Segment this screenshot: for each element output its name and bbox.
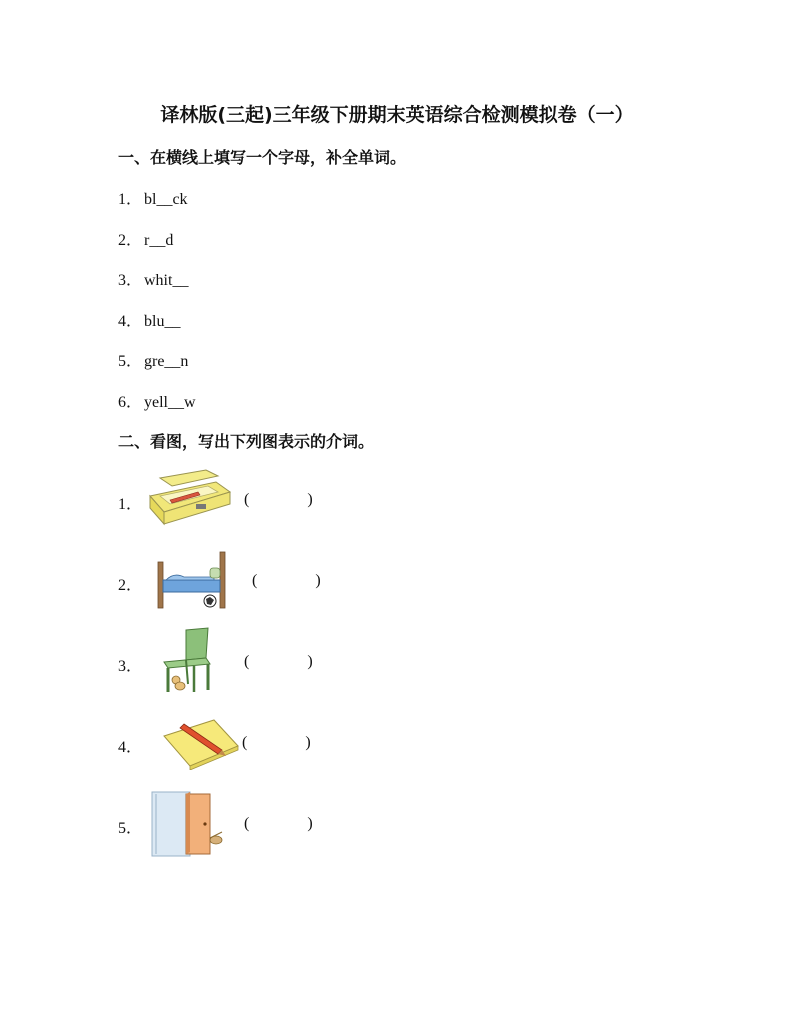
cat-behind-door-icon [150, 788, 230, 858]
page-title: 译林版(三起)三年级下册期末英语综合检测模拟卷（一） [160, 104, 634, 126]
item-number: 3． [118, 272, 143, 289]
item-number: 2． [118, 232, 143, 249]
item-word: blu__ [144, 313, 181, 330]
paren-open: ( [244, 653, 250, 670]
answer-blank[interactable] [244, 653, 313, 671]
paren-close: ) [307, 815, 313, 832]
picture-item [118, 788, 418, 858]
list-item [118, 308, 180, 331]
answer-blank[interactable] [244, 491, 313, 509]
item-number: 3． [118, 658, 143, 675]
answer-blank[interactable] [244, 815, 313, 833]
item-word: bl__ck [144, 191, 188, 208]
item-number: 1． [118, 496, 143, 513]
item-number: 6． [118, 394, 143, 411]
item-word: yell__w [144, 394, 196, 411]
paren-open: ( [244, 491, 250, 508]
answer-blank[interactable] [242, 734, 311, 752]
list-item [118, 186, 188, 209]
picture-item [118, 466, 418, 536]
item-number: 5． [118, 820, 143, 837]
pencil-on-box-icon [160, 714, 242, 770]
paren-close: ) [307, 653, 313, 670]
picture-item [118, 550, 418, 620]
list-item [118, 227, 173, 250]
paren-open: ( [252, 572, 258, 589]
item-number: 1． [118, 191, 143, 208]
list-item [118, 267, 188, 290]
paren-close: ) [315, 572, 321, 589]
list-item [118, 348, 188, 371]
picture-item [118, 626, 418, 696]
paren-open: ( [242, 734, 248, 751]
pencil-in-pencil-box-icon [146, 466, 236, 530]
item-number: 5． [118, 353, 143, 370]
item-word: gre__n [144, 353, 189, 370]
picture-item [118, 712, 418, 782]
cat-under-chair-icon [156, 626, 218, 694]
section1-heading: 一、在横线上填写一个字母，补全单词。 [118, 148, 407, 167]
answer-blank[interactable] [252, 572, 321, 590]
item-word: whit__ [144, 272, 189, 289]
item-number: 4． [118, 739, 143, 756]
paren-open: ( [244, 815, 250, 832]
ball-under-bed-icon [154, 550, 230, 612]
list-item [118, 389, 196, 412]
item-number: 2． [118, 577, 143, 594]
paren-close: ) [305, 734, 311, 751]
section2-heading: 二、看图，写出下列图表示的介词。 [118, 432, 375, 451]
item-number: 4． [118, 313, 143, 330]
item-word: r__d [144, 232, 174, 249]
paren-close: ) [307, 491, 313, 508]
